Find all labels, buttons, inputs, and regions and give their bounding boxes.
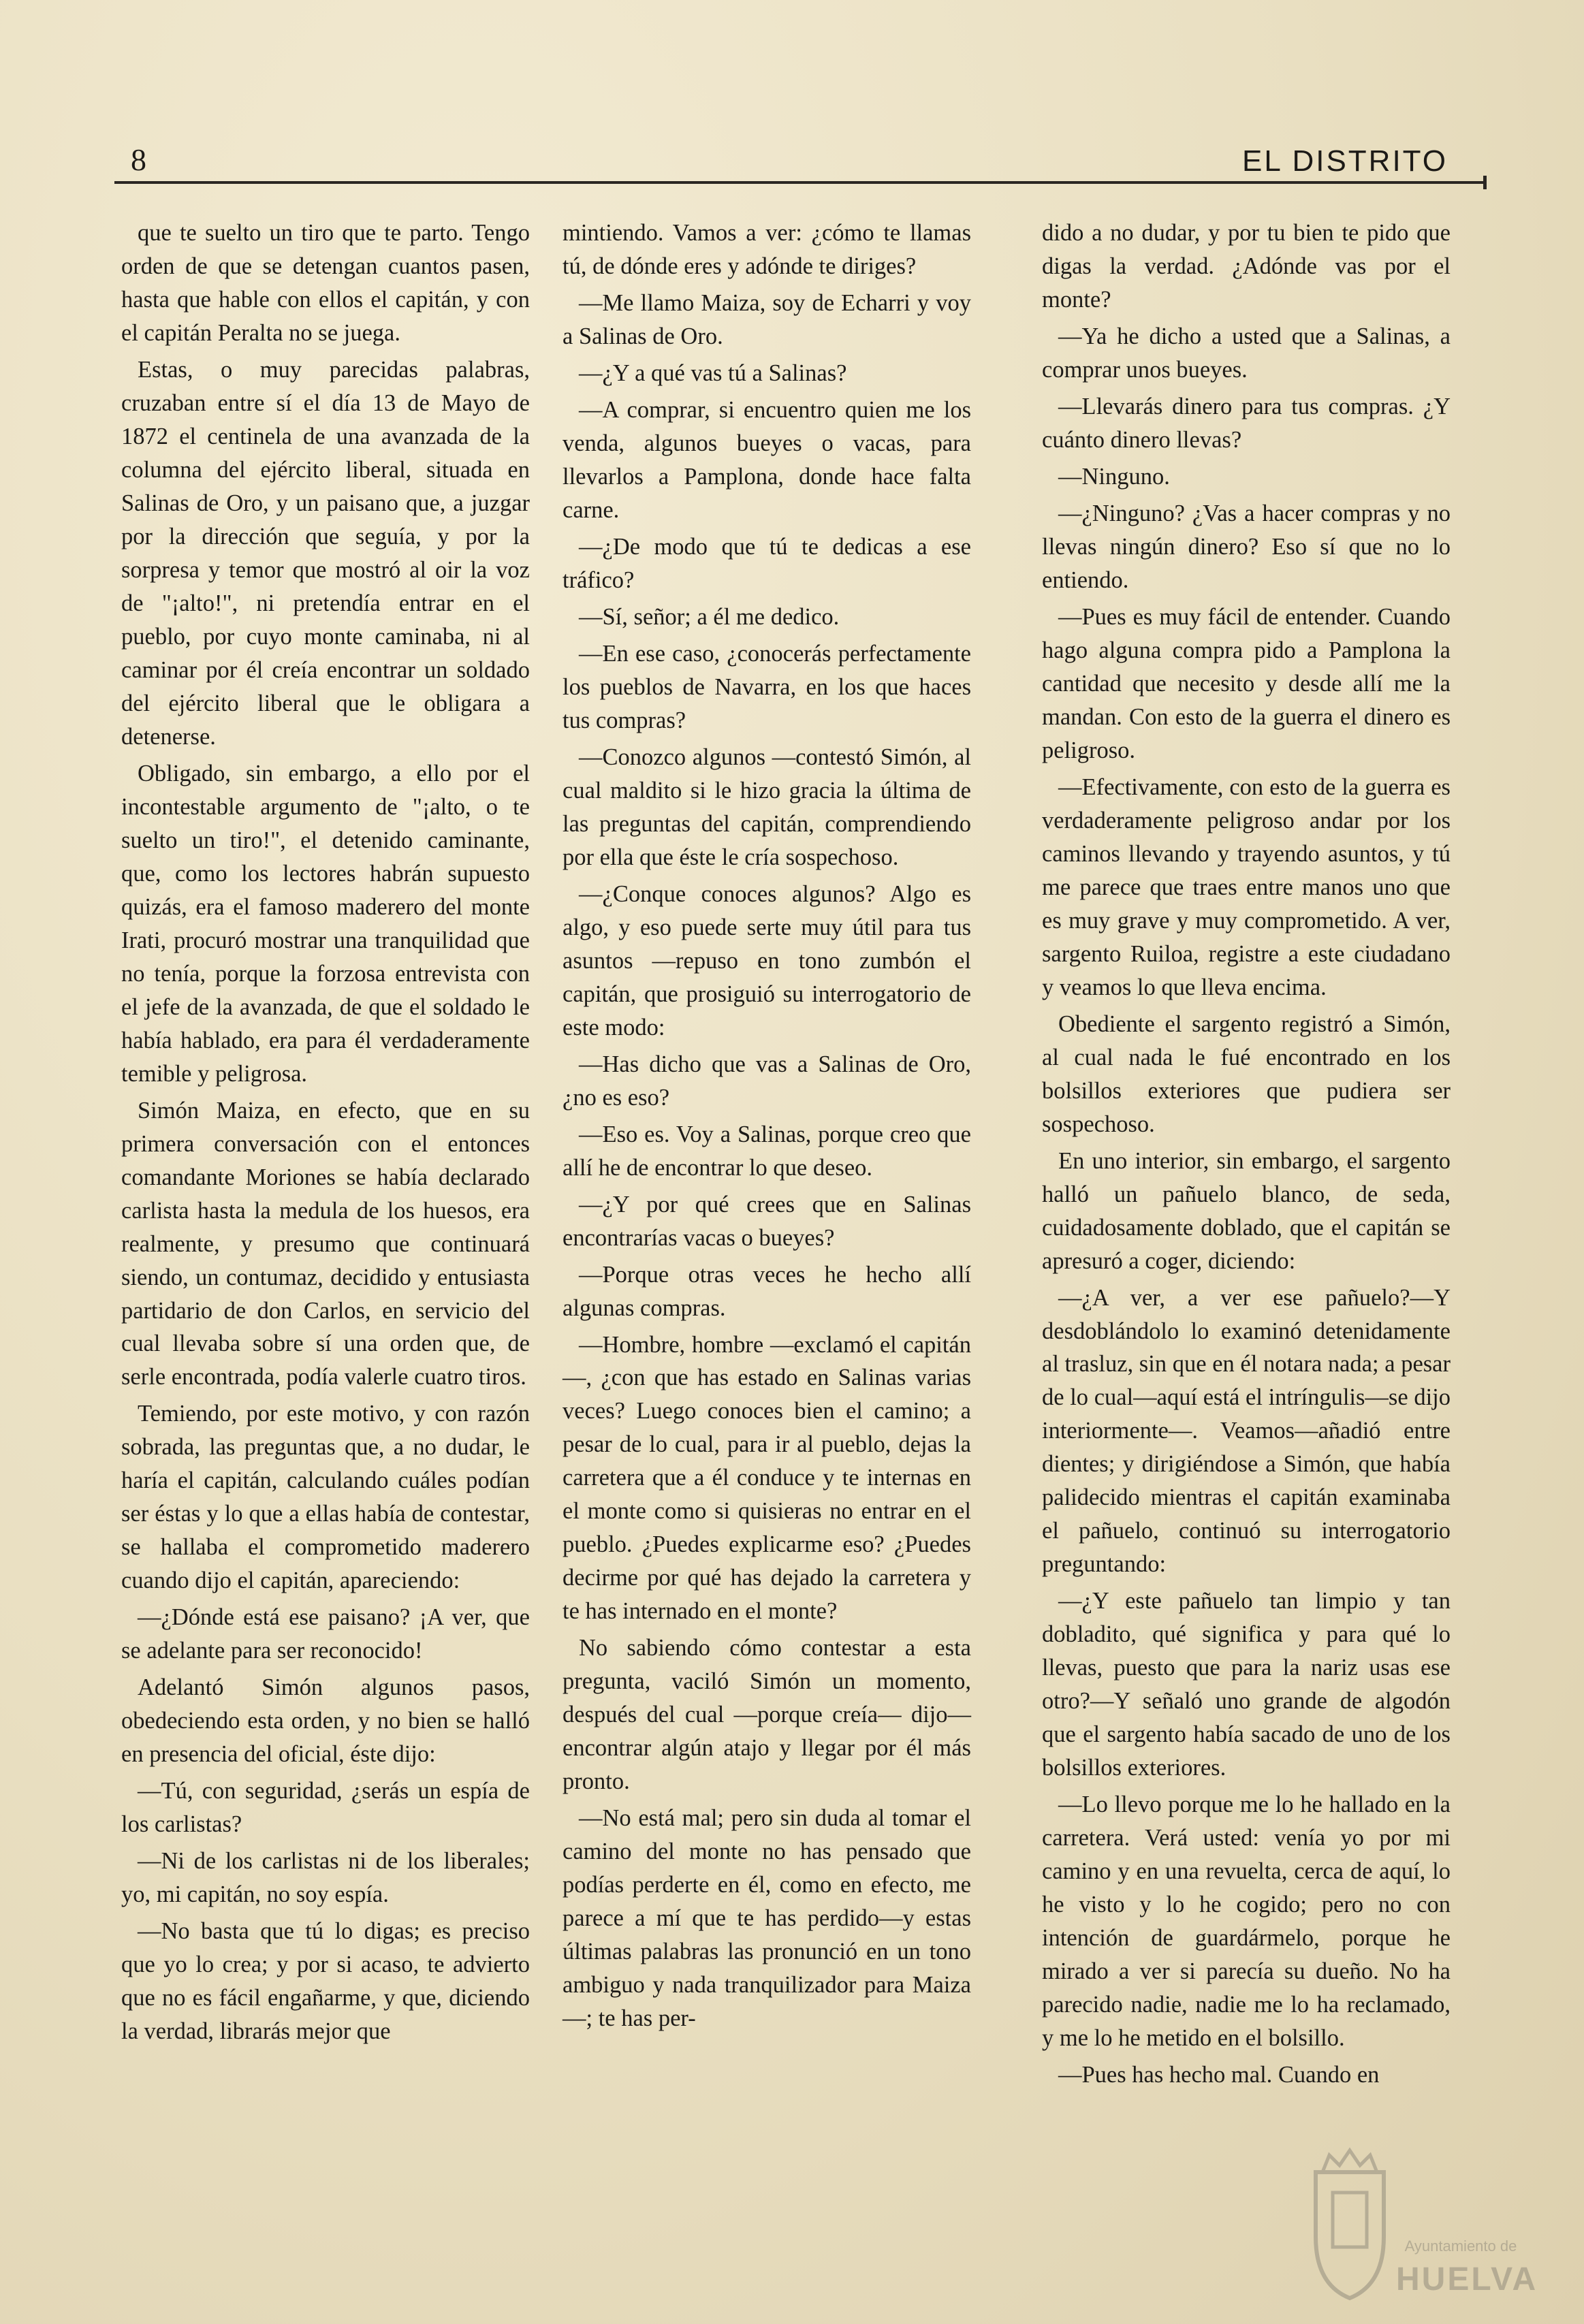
column-2 [563,217,971,2039]
column-1 [121,217,530,2052]
paragraph: —Me llamo Maiza, soy de Echarri y voy a Salinas de Oro. [563,289,971,349]
paragraph: —Conozco algunos —contestó Simón, al cual maldito si le hizo gracia la última de las preguntas del capitán, comprendiendo por ella que éste le cría sospechoso. [563,744,971,870]
paragraph: —¿Ninguno? ¿Vas a hacer compras y no llevas ningún dinero? Eso sí que no lo entiendo. [1042,500,1451,593]
paragraph: —¿Dónde está ese paisano? ¡A ver, que se adelante para ser reconocido! [121,1604,530,1664]
paragraph: —No basta que tú lo digas; es preciso que yo lo crea; y por si acaso, te advierto que no es fácil engañarme, y que, diciendo la verdad, librarás mejor que [121,1918,530,2045]
paragraph: En uno interior, sin embargo, el sargento halló un pañuelo blanco, de seda, cuidadosamente doblado, que el capitán se apresuró a coger, diciendo: [1042,1147,1451,1274]
paragraph: —No está mal; pero sin duda al tomar el camino del monte no has pensado que podías perderte en él, como en efecto, me parece a mí que te has perdido—y estas últimas palabras las pronunció en un tono ambiguo y nada tranquilizador para Maiza—; te has per- [563,1805,971,2032]
paragraph: —Efectivamente, con esto de la guerra es verdaderamente peligroso andar por los caminos llevando y trayendo asuntos, y tú me parece que traes entre manos uno que es muy grave y muy comprometido. A ver, sargento Ruiloa, registre a este ciudadano y veamos lo que lleva encima. [1042,774,1451,1000]
paragraph: —Tú, con seguridad, ¿serás un espía de los carlistas? [121,1778,530,1838]
page-number: 8 [131,142,147,177]
paragraph: —Porque otras veces he hecho allí algunas compras. [563,1261,971,1321]
paragraph: —¿Y este pañuelo tan limpio y tan dobladito, qué significa y para qué lo llevas, puesto que para la nariz usas ese otro?—Y señaló uno grande de algodón que el sargento había sacado de uno de los bolsillos exteriores. [1042,1588,1451,1781]
logo-line-2: HUELVA [1396,2261,1538,2297]
paragraph: —¿De modo que tú te dedicas a ese tráfico? [563,533,971,593]
ayuntamiento-huelva-logo [1302,2131,1538,2315]
coat-of-arms-icon [1302,2145,1397,2302]
paragraph: —Llevarás dinero para tus compras. ¿Y cuánto dinero llevas? [1042,393,1451,453]
paragraph: —Pues has hecho mal. Cuando en [1058,2062,1380,2088]
paragraph: —En ese caso, ¿conocerás perfectamente los pueblos de Navarra, en los que haces tus compras? [563,640,971,733]
paragraph: Temiendo, por este motivo, y con razón sobrada, las preguntas que, a no dudar, le haría el capitán, calculando cuáles podían ser éstas y lo que a ellas había de contestar, se hallaba el comprometido maderero cuando dijo el capitán, apareciendo: [121,1401,530,1594]
paragraph: —A comprar, si encuentro quien me los venda, algunos bueyes o vacas, para llevarlos a Pamplona, donde hace falta carne. [563,396,971,523]
masthead-title: EL DISTRITO [1242,144,1448,178]
paragraph: Simón Maiza, en efecto, que en su primera conversación con el entonces comandante Moriones se había declarado carlista hasta la medula de los huesos, era realmente, y presumo que continuará siendo, un contumaz, decidido y entusiasta partidario de don Carlos, en servicio del cual llevaba sobre sí una orden que, de serle encontrada, podía valerle cuatro tiros. [121,1097,530,1390]
header-rule-end [1483,176,1487,189]
paragraph: —Sí, señor; a él me dedico. [579,603,840,630]
paragraph: —Ya he dicho a usted que a Salinas, a comprar unos bueyes. [1042,323,1451,383]
paragraph: —¿Y por qué crees que en Salinas encontrarías vacas o bueyes? [563,1191,971,1251]
paragraph: Obediente el sargento registró a Simón, al cual nada le fué encontrado en los bolsillos exteriores que pudiera ser sospechoso. [1042,1010,1451,1137]
paragraph: dido a no dudar, y por tu bien te pido que digas la verdad. ¿Adónde vas por el monte? [1042,220,1451,313]
paragraph: —Ni de los carlistas ni de los liberales; yo, mi capitán, no soy espía. [121,1848,530,1908]
paragraph: mintiendo. Vamos a ver: ¿cómo te llamas tú, de dónde eres y adónde te diriges? [563,220,971,279]
paragraph: —¿Y a qué vas tú a Salinas? [579,360,847,386]
paragraph: —Ninguno. [1058,463,1170,490]
paragraph: que te suelto un tiro que te parto. Tengo orden de que se detengan cuantos pasen, hasta que hable con ellos el capitán, y con el capitán Peralta no se juega. [121,220,530,346]
paragraph: —Pues es muy fácil de entender. Cuando hago alguna compra pido a Pamplona la cantidad que necesito y desde allí me la mandan. Con esto de la guerra el dinero es peligroso. [1042,603,1451,763]
paragraph: —Hombre, hombre —exclamó el capitán—, ¿con que has estado en Salinas varias veces? Luego conoces bien el camino; a pesar de lo cual, para ir al pueblo, dejas la carretera que a él conduce y te internas en el monte como si quisieras no entrar en el pueblo. ¿Puedes explicarme eso? ¿Puedes decirme por qué has dejado la carretera y te has internado en el monte? [563,1331,971,1625]
paragraph: Estas, o muy parecidas palabras, cruzaban entre sí el día 13 de Mayo de 1872 el centinela de una avanzada de la columna del ejército liberal, situada en Salinas de Oro, y un paisano que, a juzgar por la dirección que seguía, y por la sorpresa y temor que mostró al oir la voz de "¡alto!", ni pretendía entrar en el pueblo, por cuyo monte caminaba, ni al caminar por él creía encontrar un soldado del ejército liberal que le obligara a detenerse. [121,356,530,750]
paragraph: —Has dicho que vas a Salinas de Oro, ¿no es eso? [563,1051,971,1111]
paragraph: No sabiendo cómo contestar a esta pregunta, vaciló Simón un momento, después del cual —porque creía— dijo— encontrar algún atajo y llegar por él más pronto. [563,1635,971,1795]
paragraph: Adelantó Simón algunos pasos, obedeciendo esta orden, y no bien se halló en presencia del oficial, éste dijo: [121,1674,530,1768]
paragraph: —Eso es. Voy a Salinas, porque creo que allí he de encontrar lo que deseo. [563,1121,971,1181]
header-rule [114,181,1483,184]
logo-line-1: Ayuntamiento de [1404,2238,1517,2255]
paragraph: —¿A ver, a ver ese pañuelo?—Y desdoblándolo lo examinó detenidamente al trasluz, sin que en él notara nada; a pesar de lo cual—aquí está el intríngulis—se dijo interiormente—. Veamos—añadió entre dientes; y dirigiéndose a Simón, que había palidecido mientras el capitán examinaba el pañuelo, continuó su interrogatorio preguntando: [1042,1284,1451,1578]
paragraph: Obligado, sin embargo, a ello por el incontestable argumento de "¡alto, o te suelto un tiro!", el detenido caminante, que, como los lectores habrán supuesto quizás, era el famoso maderero del monte Irati, procuró mostrar una tranquilidad que no tenía, porque la forzosa entrevista con el jefe de la avanzada, de que el soldado le había hablado, era para él verdaderamente temible y peligrosa. [121,760,530,1087]
paragraph: —¿Conque conoces algunos? Algo es algo, y eso puede serte muy útil para tus asuntos —repuso en tono zumbón el capitán, que prosiguió su interrogatorio de este modo: [563,880,971,1040]
paragraph: —Lo llevo porque me lo he hallado en la carretera. Verá usted: venía yo por mi camino y en una revuelta, cerca de aquí, lo he visto y lo he cogido; pero no con intención de guardármelo, porque he mirado a ver si parecía su dueño. No ha parecido nadie, nadie me lo ha reclamado, y me lo he metido en el bolsillo. [1042,1792,1451,2052]
text-columns [121,217,1491,2150]
column-3 [1042,217,1451,2095]
